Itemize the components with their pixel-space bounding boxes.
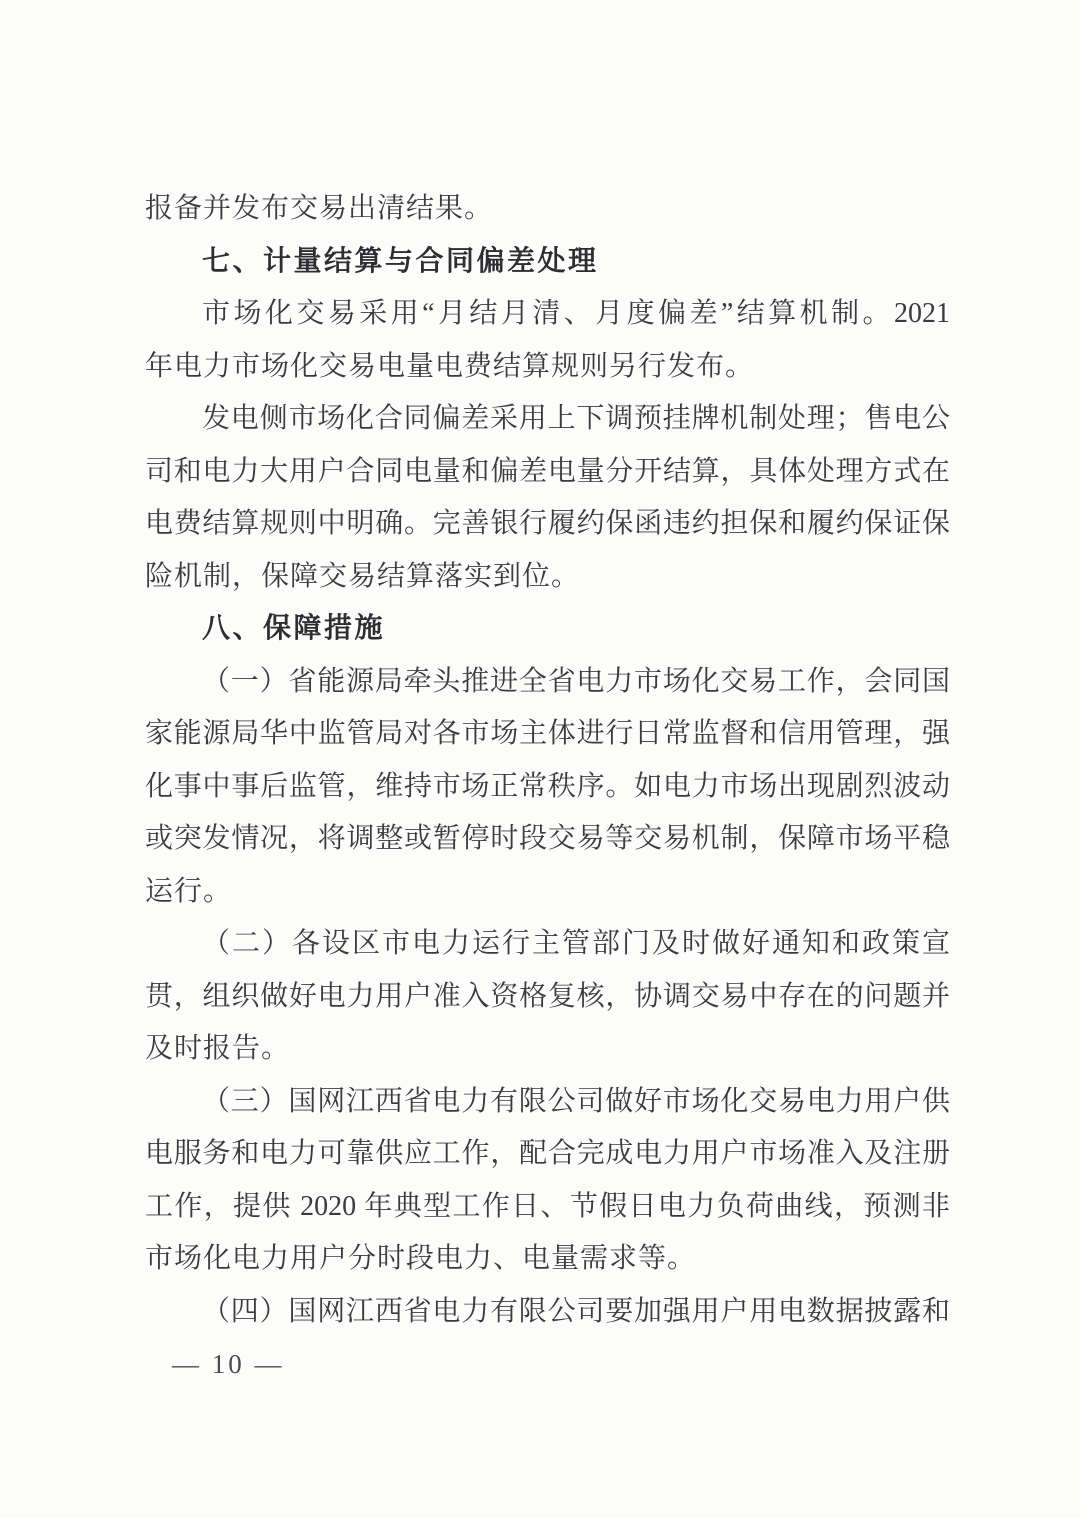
text-line: 工作，提供 2020 年典型工作日、节假日电力负荷曲线，预测非	[145, 1190, 950, 1222]
text-line: 运行。	[145, 875, 233, 907]
text-line: 司和电力大用户合同电量和偏差电量分开结算，具体处理方式在	[145, 455, 950, 487]
text-line: （一）省能源局牵头推进全省电力市场化交易工作，会同国	[202, 665, 950, 697]
document-text-block	[145, 183, 950, 1338]
text-line: 化事中事后监管，维持市场正常秩序。如电力市场出现剧烈波动	[145, 770, 950, 802]
text-line: 电费结算规则中明确。完善银行履约保函违约担保和履约保证保	[145, 508, 950, 539]
text-line: 贯，组织做好电力用户准入资格复核，协调交易中存在的问题并	[145, 980, 950, 1012]
text-line: 年电力市场化交易电量电费结算规则另行发布。	[145, 350, 755, 382]
text-line: （二）各设区市电力运行主管部门及时做好通知和政策宣	[202, 928, 950, 959]
text-line: 市场化交易采用“月结月清、月度偏差”结算机制。2021	[202, 298, 950, 329]
text-line: 或突发情况，将调整或暂停时段交易等交易机制，保障市场平稳	[145, 823, 950, 854]
text-line: 家能源局华中监管局对各市场主体进行日常监督和信用管理，强	[145, 718, 950, 749]
text-line: 发电侧市场化合同偏差采用上下调预挂牌机制处理；售电公	[202, 403, 950, 434]
section-7-heading: 七、计量结算与合同偏差处理	[202, 245, 599, 277]
text-line: 市场化电力用户分时段电力、电量需求等。	[145, 1243, 697, 1274]
text-line: 险机制，保障交易结算落实到位。	[145, 560, 581, 592]
text-line: （三）国网江西省电力有限公司做好市场化交易电力用户供	[202, 1085, 950, 1117]
text-line: 及时报告。	[145, 1033, 291, 1064]
text-line: 电服务和电力可靠供应工作，配合完成电力用户市场准入及注册	[145, 1138, 950, 1169]
page-number: — 10 —	[172, 1349, 285, 1379]
text-line: （四）国网江西省电力有限公司要加强用户用电数据披露和	[202, 1295, 950, 1327]
section-8-heading: 八、保障措施	[202, 613, 386, 644]
text-line: 报备并发布交易出清结果。	[145, 193, 494, 224]
